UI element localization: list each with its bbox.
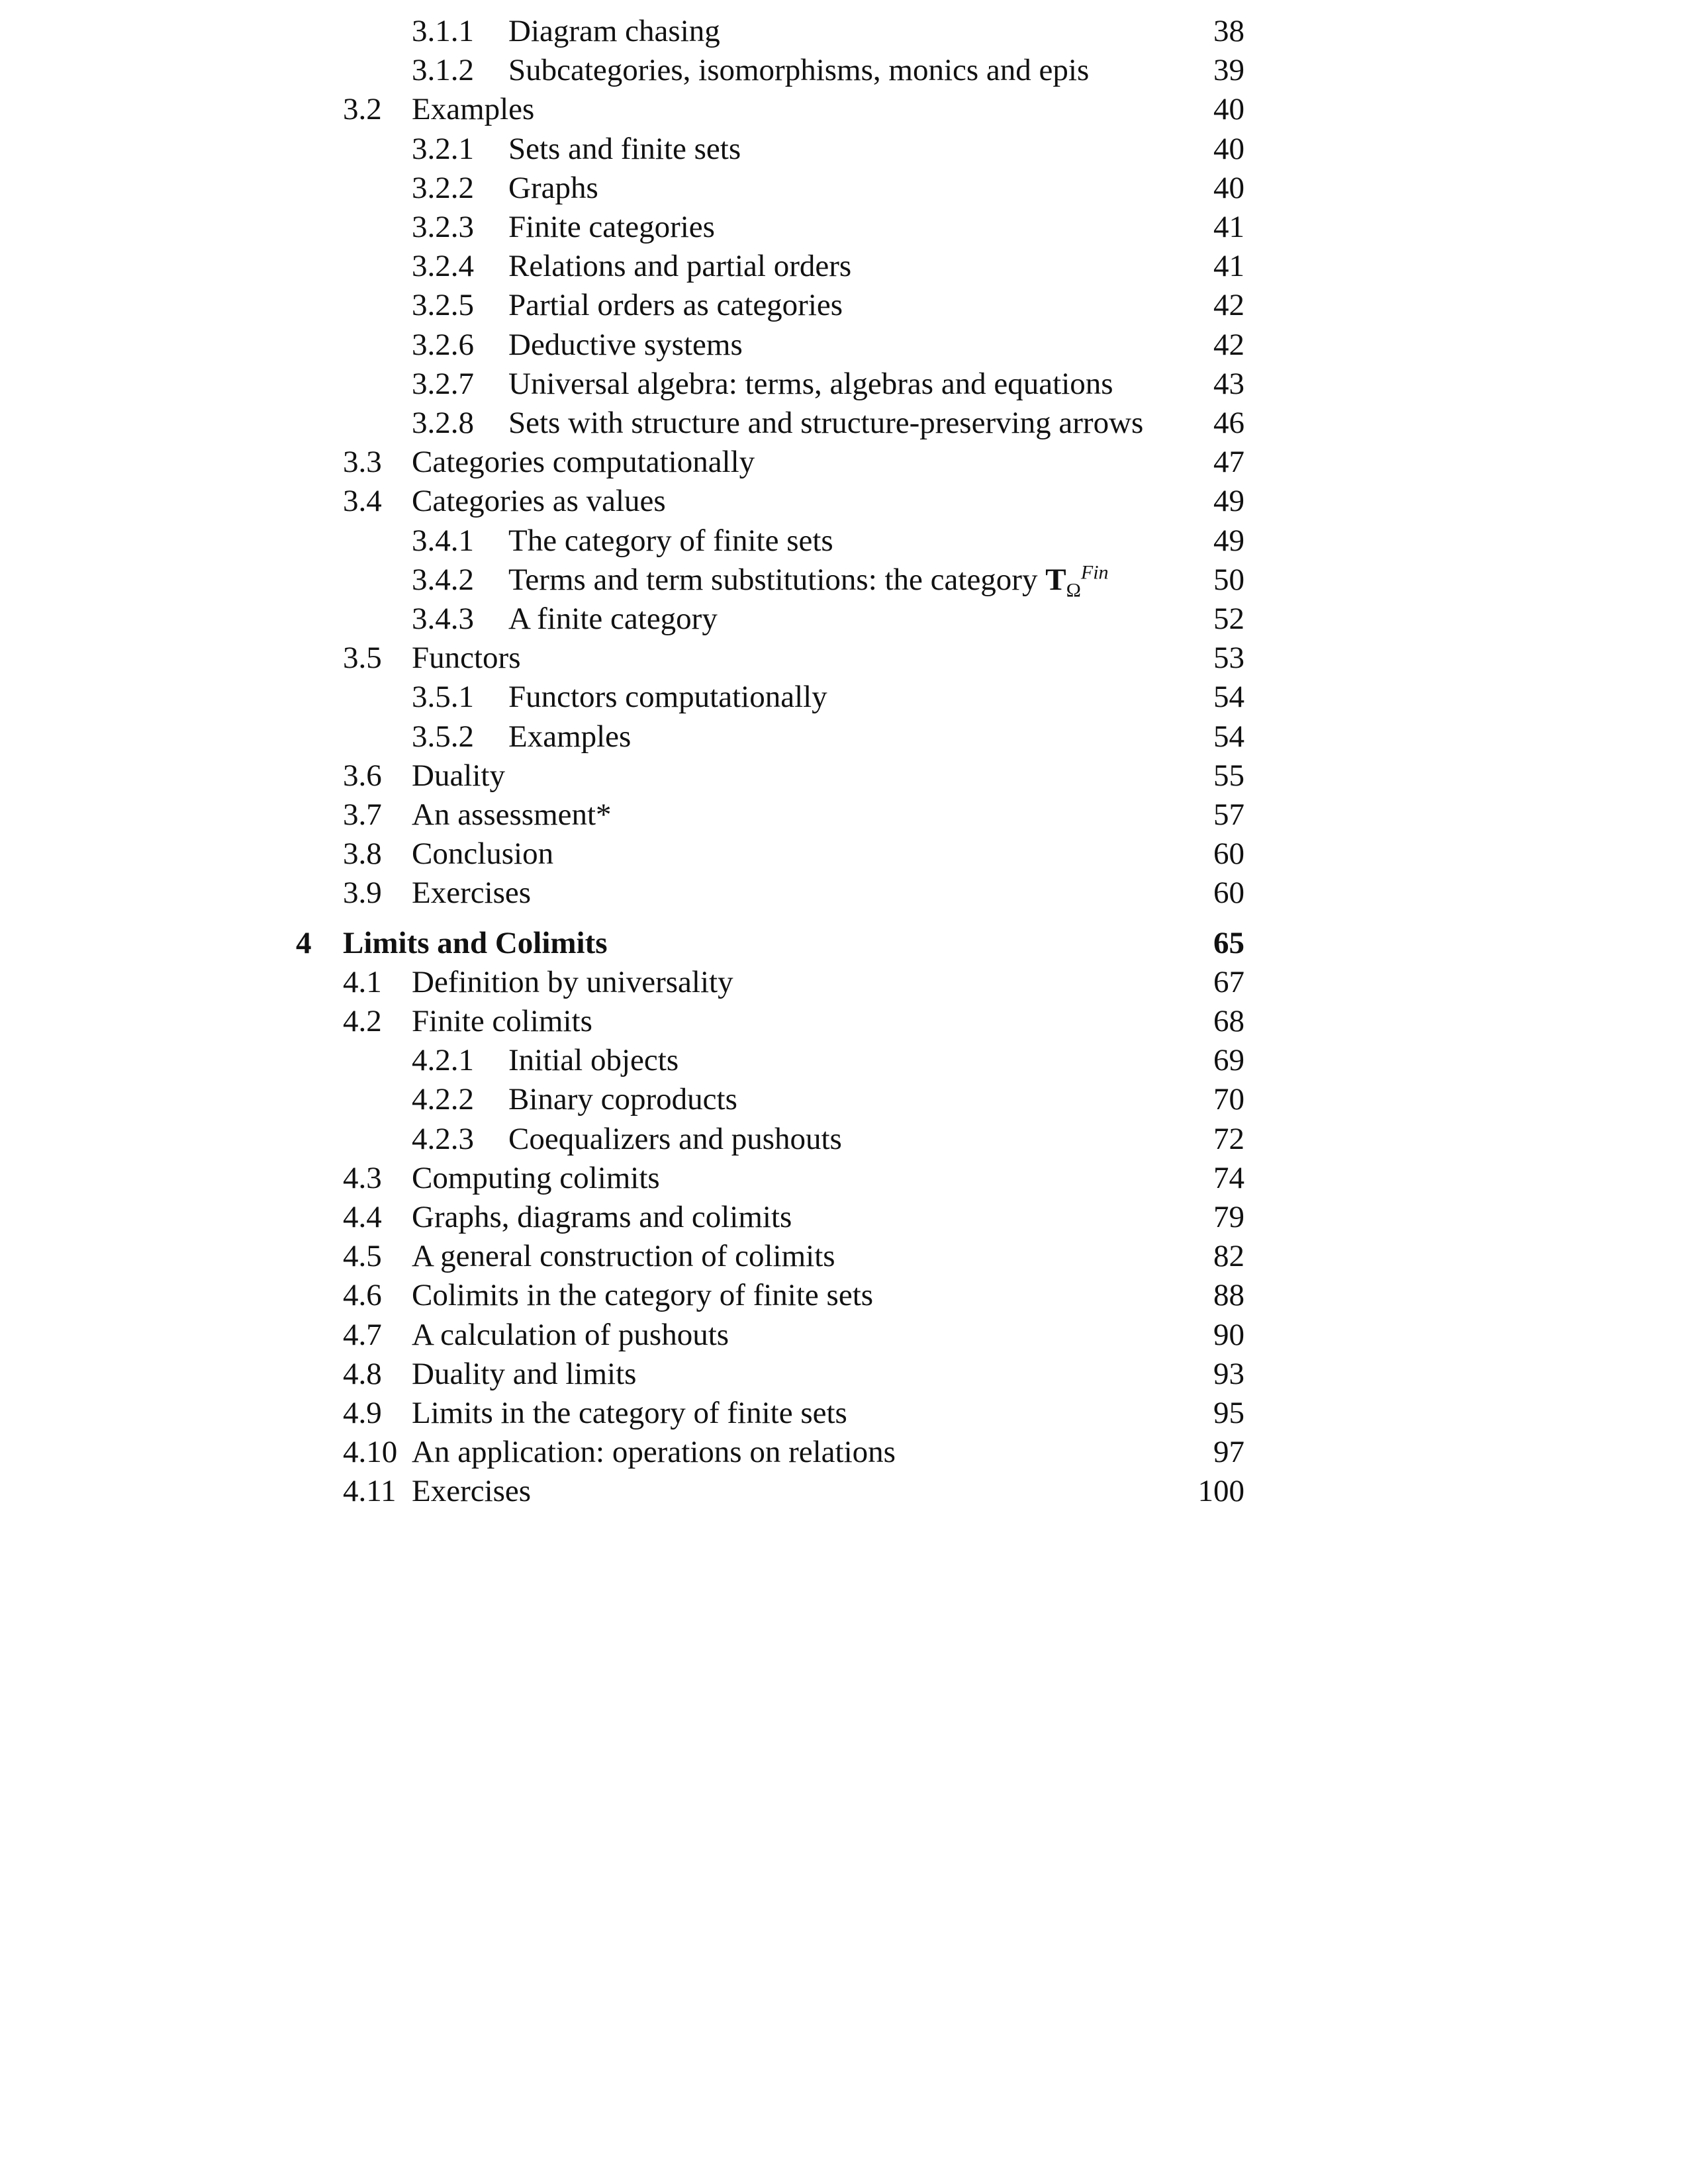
toc-entry-page: 54 (1213, 719, 1244, 754)
toc-entry-number: 3.4.3 (412, 602, 474, 636)
toc-section-entry[interactable] (0, 1236, 1688, 1276)
toc-entry-number: 3.7 (343, 797, 382, 832)
toc-entry-number: 3.2.1 (412, 132, 474, 166)
toc-entry-page: 79 (1213, 1200, 1244, 1234)
toc-entry-number: 4.2 (343, 1004, 382, 1038)
toc-subsection-entry[interactable] (0, 129, 1688, 169)
toc-entry-page: 47 (1213, 445, 1244, 479)
toc-entry-page: 74 (1213, 1161, 1244, 1195)
toc-entry-number: 3.2.7 (412, 367, 474, 401)
toc-entry-page: 50 (1213, 563, 1244, 597)
toc-entry-title: Coequalizers and pushouts (508, 1122, 842, 1156)
toc-entry-page: 52 (1213, 602, 1244, 636)
toc-entry-number: 4.5 (343, 1239, 382, 1273)
toc-entry-page: 67 (1213, 965, 1244, 999)
toc-entry-number: 3.5.2 (412, 719, 474, 754)
toc-entry-title: Universal algebra: terms, algebras and equations (508, 367, 1113, 401)
toc-entry-page: 97 (1213, 1435, 1244, 1469)
toc-entry-number: 4.2.2 (412, 1082, 474, 1116)
toc-entry-title: Sets with structure and structure-preserving arrows (508, 406, 1144, 440)
toc-entry-page: 93 (1213, 1357, 1244, 1391)
toc-section-entry[interactable] (0, 873, 1688, 913)
toc-section-entry[interactable] (0, 638, 1688, 678)
toc-section-entry[interactable] (0, 1432, 1688, 1472)
toc-entry-number: 3.4.1 (412, 523, 474, 558)
toc-entry-number: 3.4.2 (412, 563, 474, 597)
toc-entry-page: 54 (1213, 680, 1244, 714)
toc-entry-page: 40 (1213, 171, 1244, 205)
toc-entry-page: 72 (1213, 1122, 1244, 1156)
toc-entry-title: Graphs (508, 171, 598, 205)
toc-subsection-entry[interactable] (0, 560, 1688, 600)
toc-entry-page: 90 (1213, 1318, 1244, 1352)
toc-entry-page: 40 (1213, 92, 1244, 126)
toc-subsection-entry[interactable] (0, 50, 1688, 90)
toc-entry-number: 4.8 (343, 1357, 382, 1391)
toc-entry-title: Diagram chasing (508, 14, 720, 48)
toc-entry-number: 3.4 (343, 484, 382, 518)
toc-entry-number: 3.5 (343, 641, 382, 675)
toc-entry-page: 69 (1213, 1043, 1244, 1077)
toc-section-entry[interactable] (0, 1001, 1688, 1041)
toc-entry-title-text: Terms and term substitutions: the category (508, 563, 1046, 597)
toc-entry-page: 88 (1213, 1278, 1244, 1312)
toc-section-entry[interactable] (0, 834, 1688, 874)
toc-entry-title: Categories computationally (412, 445, 755, 479)
toc-entry-number: 4.11 (343, 1474, 397, 1508)
toc-entry-page: 70 (1213, 1082, 1244, 1116)
toc-entry-title: A finite category (508, 602, 718, 636)
toc-entry-page: 38 (1213, 14, 1244, 48)
toc-entry-title: Exercises (412, 876, 532, 910)
toc-entry-number: 3.2.6 (412, 328, 474, 362)
toc-entry-title (508, 560, 1109, 600)
toc-entry-title: Functors (412, 641, 521, 675)
toc-entry-title: Limits in the category of finite sets (412, 1396, 847, 1430)
toc-subsection-entry[interactable] (0, 1079, 1688, 1119)
toc-section-entry[interactable] (0, 1471, 1688, 1511)
toc-entry-title: A general construction of colimits (412, 1239, 835, 1273)
toc-subsection-entry[interactable] (0, 207, 1688, 247)
toc-subsection-entry[interactable] (0, 599, 1688, 639)
toc-entry-number: 4.3 (343, 1161, 382, 1195)
toc-entry-number: 3.5.1 (412, 680, 474, 714)
toc-entry-title: Graphs, diagrams and colimits (412, 1200, 792, 1234)
toc-entry-title: Examples (508, 719, 632, 754)
toc-entry-title: Computing colimits (412, 1161, 660, 1195)
toc-entry-number: 3.2 (343, 92, 382, 126)
toc-entry-title: Definition by universality (412, 965, 733, 999)
toc-entry-number: 3.1.1 (412, 14, 474, 48)
toc-entry-page: 100 (1197, 1474, 1244, 1508)
toc-entry-number: 4.4 (343, 1200, 382, 1234)
toc-entry-title: Duality (412, 758, 505, 793)
toc-entry-title: Deductive systems (508, 328, 743, 362)
toc-section-entry[interactable] (0, 1197, 1688, 1237)
toc-entry-title: Conclusion (412, 837, 554, 871)
toc-entry-number: 3.3 (343, 445, 382, 479)
toc-entry-title: Finite colimits (412, 1004, 592, 1038)
toc-subsection-entry[interactable] (0, 285, 1688, 325)
toc-entry-title: Relations and partial orders (508, 249, 852, 283)
toc-entry-number: 4.7 (343, 1318, 382, 1352)
toc-entry-page: 57 (1213, 797, 1244, 832)
toc-entry-title: Categories as values (412, 484, 666, 518)
toc-entry-title: Partial orders as categories (508, 288, 843, 322)
toc-entry-number: 4 (296, 926, 312, 960)
toc-section-entry[interactable] (0, 1158, 1688, 1198)
toc-entry-title: Exercises (412, 1474, 532, 1508)
toc-entry-title: Sets and finite sets (508, 132, 741, 166)
toc-entry-number: 3.8 (343, 837, 382, 871)
toc-subsection-entry[interactable] (0, 717, 1688, 756)
toc-subsection-entry[interactable] (0, 521, 1688, 561)
toc-entry-page: 39 (1213, 53, 1244, 87)
toc-entry-title: The category of finite sets (508, 523, 833, 558)
toc-entry-number: 3.2.4 (412, 249, 474, 283)
toc-subsection-entry[interactable] (0, 364, 1688, 404)
toc-entry-title: Binary coproducts (508, 1082, 737, 1116)
toc-section-entry[interactable] (0, 1354, 1688, 1394)
toc-section-entry[interactable] (0, 442, 1688, 482)
toc-entry-number: 3.2.8 (412, 406, 474, 440)
toc-entry-number: 3.9 (343, 876, 382, 910)
toc-entry-page: 41 (1213, 210, 1244, 244)
toc-entry-title: Initial objects (508, 1043, 679, 1077)
toc-section-entry[interactable] (0, 1275, 1688, 1315)
toc-entry-page: 68 (1213, 1004, 1244, 1038)
toc-subsection-entry[interactable] (0, 1040, 1688, 1080)
toc-entry-page: 65 (1213, 926, 1244, 960)
toc-entry-number: 3.6 (343, 758, 382, 793)
toc-entry-page: 41 (1213, 249, 1244, 283)
toc-section-entry[interactable] (0, 962, 1688, 1002)
toc-entry-number: 3.1.2 (412, 53, 474, 87)
toc-entry-page: 46 (1213, 406, 1244, 440)
toc-subsection-entry[interactable] (0, 677, 1688, 717)
toc-entry-number: 4.9 (343, 1396, 382, 1430)
toc-entry-number: 4.2.1 (412, 1043, 474, 1077)
math-symbol-superscript: Fin (1080, 561, 1109, 584)
toc-entry-number: 3.2.2 (412, 171, 474, 205)
toc-entry-page: 82 (1213, 1239, 1244, 1273)
toc-entry-number: 3.2.3 (412, 210, 474, 244)
toc-entry-title: Functors computationally (508, 680, 827, 714)
toc-subsection-entry[interactable] (0, 403, 1688, 443)
toc-entry-page: 95 (1213, 1396, 1244, 1430)
toc-entry-page: 40 (1213, 132, 1244, 166)
toc-entry-page: 42 (1213, 288, 1244, 322)
toc-entry-page: 53 (1213, 641, 1244, 675)
toc-entry-title: An application: operations on relations (412, 1435, 896, 1469)
toc-entry-title: Finite categories (508, 210, 715, 244)
toc-subsection-entry[interactable] (0, 246, 1688, 286)
toc-entry-title: A calculation of pushouts (412, 1318, 729, 1352)
toc-entry-title: An assessment* (412, 797, 612, 832)
toc-entry-page: 49 (1213, 523, 1244, 558)
toc-entry-page: 43 (1213, 367, 1244, 401)
toc-section-entry[interactable] (0, 756, 1688, 796)
toc-section-entry[interactable] (0, 89, 1688, 129)
toc-subsection-entry[interactable] (0, 168, 1688, 208)
toc-entry-title: Subcategories, isomorphisms, monics and epis (508, 53, 1090, 87)
toc-entry-number: 3.2.5 (412, 288, 474, 322)
toc-entry-page: 60 (1213, 837, 1244, 871)
toc-subsection-entry[interactable] (0, 11, 1688, 51)
toc-entry-title: Colimits in the category of finite sets (412, 1278, 874, 1312)
toc-entry-title: Examples (412, 92, 535, 126)
toc-subsection-entry[interactable] (0, 1119, 1688, 1159)
toc-entry-title: Duality and limits (412, 1357, 637, 1391)
toc-entry-page: 60 (1213, 876, 1244, 910)
toc-entry-number: 4.1 (343, 965, 382, 999)
toc-entry-title: Limits and Colimits (343, 926, 608, 960)
toc-section-entry[interactable] (0, 795, 1688, 835)
toc-entry-page: 42 (1213, 328, 1244, 362)
toc-entry-number: 4.2.3 (412, 1122, 474, 1156)
toc-entry-number: 4.10 (343, 1435, 398, 1469)
toc-section-entry[interactable] (0, 1393, 1688, 1433)
math-symbol-base: T (1045, 563, 1066, 597)
toc-subsection-entry[interactable] (0, 325, 1688, 365)
toc-section-entry[interactable] (0, 1315, 1688, 1355)
toc-entry-number: 4.6 (343, 1278, 382, 1312)
toc-entry-page: 49 (1213, 484, 1244, 518)
math-symbol-subscript: Ω (1066, 579, 1081, 602)
toc-section-entry[interactable] (0, 481, 1688, 521)
toc-entry-page: 55 (1213, 758, 1244, 793)
toc-chapter-entry[interactable] (0, 923, 1688, 963)
